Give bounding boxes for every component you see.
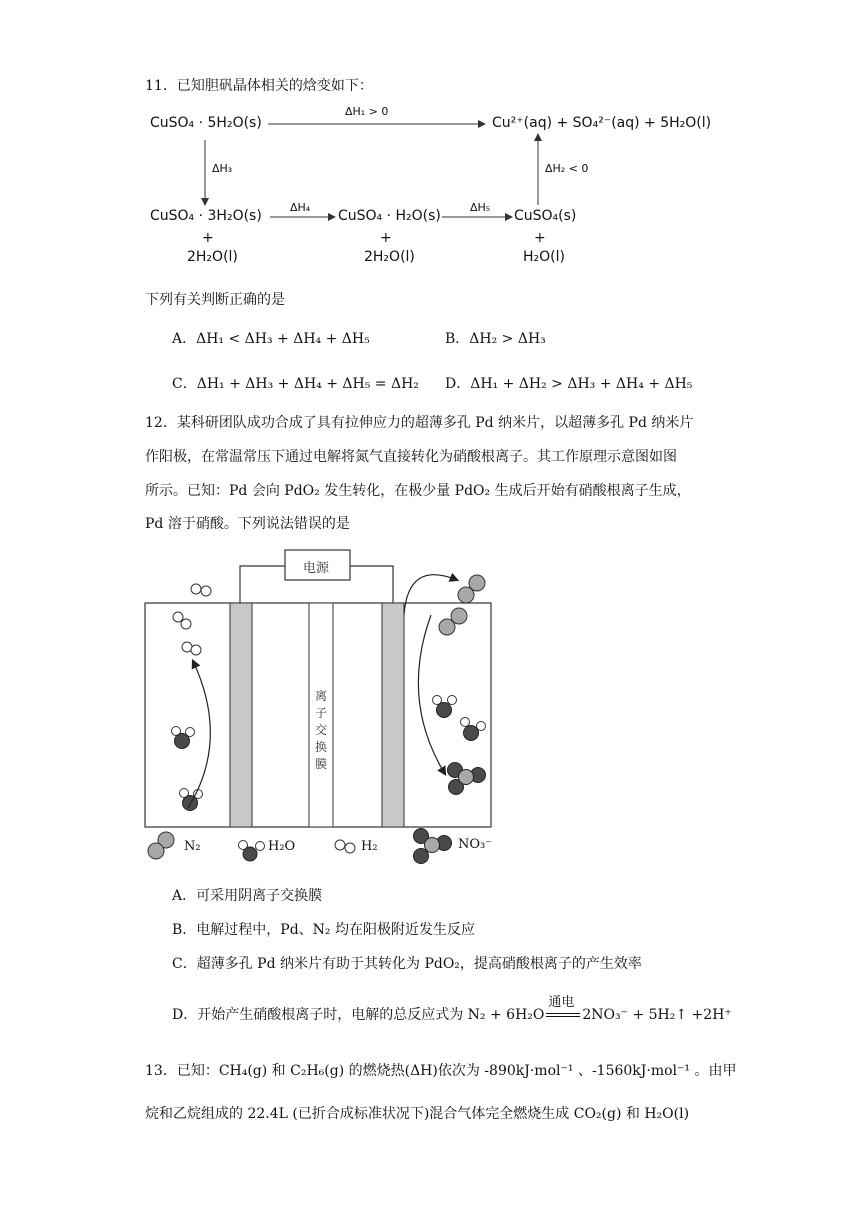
b3-top: CuSO₄(s) — [514, 208, 577, 224]
b3-bottom: H₂O(l) — [523, 249, 565, 265]
anode-plate — [382, 603, 404, 827]
b1-top: CuSO₄ · 3H₂O(s) — [150, 208, 262, 224]
label-dh1: ΔH₁ > 0 — [345, 105, 389, 118]
q11-option-b: B．ΔH₂ > ΔH₃ — [445, 331, 546, 347]
membrane-char: 换 — [314, 740, 327, 754]
q12-option-a: A．可采用阴离子交换膜 — [172, 888, 323, 904]
q12-line2: 作阳极，在常温常压下通过电解将氮气直接转化为硝酸根离子。其工作原理示意图如图 — [145, 449, 677, 465]
wire-right — [350, 566, 393, 603]
n2-molecule — [458, 575, 485, 603]
q12-option-d-products: 2NO₃⁻ + 5H₂↑ +2H⁺ — [582, 1007, 732, 1023]
q11-option-a: A．ΔH₁ < ΔH₃ + ΔH₄ + ΔH₅ — [172, 331, 370, 347]
b2-bottom: 2H₂O(l) — [364, 249, 415, 265]
legend-n2-icon — [148, 832, 174, 859]
scheme-top-left: CuSO₄ · 5H₂O(s) — [150, 115, 262, 131]
q11-question: 下列有关判断正确的是 — [145, 292, 285, 308]
b2-plus: + — [380, 230, 392, 246]
condition-text: 通电 — [548, 995, 575, 1010]
b3-plus: + — [534, 230, 546, 246]
membrane-char: 离 — [314, 689, 327, 703]
legend-h2-icon — [335, 840, 355, 853]
b1-plus: + — [202, 230, 214, 246]
b2-top: CuSO₄ · H₂O(s) — [338, 208, 441, 224]
q12-line4: Pd 溶于硝酸。下列说法错误的是 — [145, 516, 350, 532]
legend-h2o-icon — [239, 841, 265, 862]
label-dh2: ΔH₂ < 0 — [545, 162, 589, 175]
b1-bottom: 2H₂O(l) — [187, 249, 238, 265]
power-source-label: 电源 — [303, 561, 330, 576]
q12-option-d — [172, 995, 732, 1024]
membrane-label — [313, 688, 329, 773]
label-dh4: ΔH₄ — [290, 201, 311, 214]
q11-stem: 11．已知胆矾晶体相关的焓变如下： — [145, 78, 373, 94]
q12-line1: 12．某科研团队成功合成了具有拉伸应力的超薄多孔 Pd 纳米片，以超薄多孔 Pd 纳米片 — [145, 415, 694, 431]
q12-line3: 所示。已知：Pd 会向 PdO₂ 发生转化，在极少量 PdO₂ 生成后开始有硝酸根离子生成， — [145, 483, 691, 499]
q12-option-c: C．超薄多孔 Pd 纳米片有助于其转化为 PdO₂，提高硝酸根离子的产生效率 — [172, 956, 642, 972]
label-dh5: ΔH₅ — [470, 201, 491, 214]
legend-h2o-label: H₂O — [268, 839, 296, 854]
q12-option-b: B．电解过程中，Pd、N₂ 均在阳极附近发生反应 — [172, 922, 475, 938]
q12-option-d-prefix: D．开始产生硝酸根离子时，电解的总反应式为 N₂ + 6H₂O — [172, 1007, 545, 1023]
membrane-char: 膜 — [314, 757, 327, 771]
equals-sign — [546, 1013, 580, 1017]
h2-molecule — [191, 584, 211, 596]
cathode-plate — [230, 603, 252, 827]
label-dh3: ΔH₃ — [212, 162, 233, 175]
legend-n2-label: N₂ — [184, 839, 201, 854]
membrane-char: 子 — [314, 706, 327, 720]
q11-option-d: D．ΔH₁ + ΔH₂ > ΔH₃ + ΔH₄ + ΔH₅ — [445, 376, 693, 392]
q13-line1: 13．已知：CH₄(g) 和 C₂H₆(g) 的燃烧热(ΔH)依次为 -890kJ·mol⁻¹ 、-1560kJ·mol⁻¹ 。由甲 — [145, 1063, 737, 1079]
legend-no3-label: NO₃⁻ — [458, 837, 493, 852]
q13-line2: 烷和乙烷组成的 22.4L (已折合成标准状况下)混合气体完全燃烧生成 CO₂(g) 和 H₂O(l) — [145, 1106, 690, 1122]
membrane-char: 交 — [314, 723, 327, 737]
q11-option-c: C．ΔH₁ + ΔH₃ + ΔH₄ + ΔH₅ = ΔH₂ — [172, 376, 419, 392]
electrolysis-condition — [546, 995, 580, 1023]
legend-h2-label: H₂ — [361, 839, 378, 854]
legend-no3-icon — [414, 829, 452, 864]
wire-left — [240, 566, 285, 603]
scheme-top-right: Cu²⁺(aq) + SO₄²⁻(aq) + 5H₂O(l) — [492, 115, 712, 131]
